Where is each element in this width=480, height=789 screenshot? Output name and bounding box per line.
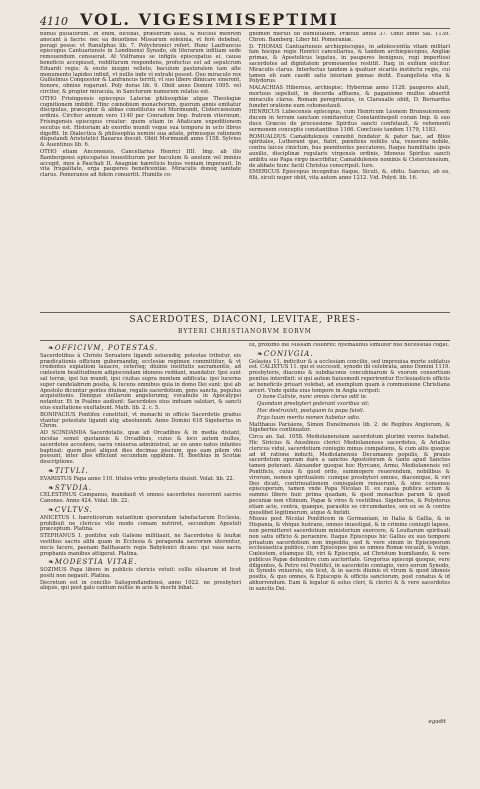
subheading-studia: ❧ STVDIA. xyxy=(48,486,241,492)
folio-number: 4110 xyxy=(40,15,68,28)
top-columns xyxy=(40,32,450,310)
divider xyxy=(40,312,450,313)
subheading-coniugia: ❧ CONIVGIA. xyxy=(257,352,450,358)
heading-line-2: BYTERI CHRISTIANORVM EORVM xyxy=(178,328,312,335)
paragraph: nunus gultatorum. In enim, dicebat, præsertim assa, & nucleis menrem anocant à facris: nec ea deuotione Missarum solennia, vt ferè debebat, peragi posse: vt Ranulphus lib. 7. Polychronici refert. Hunc Lanfrancus episcopus Cantuariensis in Londinensi Synodo, ob literarum infitiam sede remouendum censuerat. At Vulfranus se infigiis episcopatus ei, causa beneficio accepisset, redditurum respondens, profectus est ad sepulcrum Eduardi regis: & exuto insigni velleto, baculum pastoralem tam alte monumento lapideo infixit, vt nullis inde vi extrahi posset. Quo miraculo rex Guilielmus Conquestor & Lanfrancus territi, vt suo libere dimicare sinerent, honore, obnixe rogarunt. Poly doras lib. 9. Obiit anno Domini 1095. vel circiter, & propter miracula, in Sanctorum numerum relatus est. xyxy=(40,32,241,95)
paragraph: Missus post Nicolai Pontificem in Germaniam, in Italia & Gallia, & in Hispania, & vbique lustrans, omnes inuestigat, & in crimine coniugii lapsos, non permitteret sacerdotium ministerium exercere, & Leuitarum spirituali non satis officio & peruenire. Itaque Episcopus hic Gallus ex suo tempore priuatum sacerdotium non impedito, sed & vere sinum in Episcoporum ecclesiastica publice, cum Episcopos ipsi se omnes Romæ vocauit, & vulgo, Cœlestem, etiamque illi, viri & Episcopis, ad Christum humiliando, & vere publicos Papæ defendere cum auctoritate. Gregorius episcopi quoque, vere diligentes, & Petro vel Pontifici, in sacerdotio coniugio, vero eorum Synodo, in Synodo vniuersis, eis licet, & in sacris diuinis et vtrum & quod idoneis positis, & quo omnes, & Episcopis & officiis sanctorum, post conatus & id abhorrendum. Eam & legatur & solus cleri, & clerici & & vere sacerdotes in sanctis Dei. xyxy=(249,516,450,592)
paragraph: CELESTINUS Campanus, mandauit vt omnes sacerdotes nocerent sacros Canones. Anno 424. Volat. lib. 22. xyxy=(40,492,241,505)
paragraph: ROMUALDUS Camaldulensis cœnobii fundator & pater hac, ad filios spiritales, Lutherant que, fiatri, pœnitens nobilis uta, reuerens nobile, contra laicos cinictum, bus poenitentes peccatores. Itaque humilitatis ipsis auxilio, disciplinæ regularis virgensis ordinis, Idoneus Spiritus sancti ambitu suo Papa virgo inscribitur, Camaldulensis nominis & Cisterciensium, de abbate hunc facili Christus conscripsit. Iure. xyxy=(249,133,450,169)
verse-line: Hoc destruxisti, postquam tu papa fuisti. xyxy=(257,407,365,414)
paragraph: Gelasius 11. indicitur & a ecclesiam concilio, sed improuisa morte sublatus est. CALIXTUS 11. qui ei successit, synodo ibi celebrata, anno Domini 1119. presbyteris, diaconis & subdiaconis concubinarum & vxorum consortium penitus interdixit: si qui autem huiusmodi reperirentur Ecclesiasticis officiis ac beneficiis priuari volebat, ad exemplum quam à communione Christiana arceri. Vnde quida eius tempore in Angla scripsit: xyxy=(249,358,450,394)
section-heading xyxy=(40,315,450,337)
paragraph: AD SCINDANDA Sacerdotalis, quæ ab Orcadibus & in media distant, incolas semel quotannis & Orcadibus, cuius & loco autem nullos, sacerdotes accedens, sacra vniuersa administrat, ac eo anno natos infantes baptizat: quem post aliquot dies decimas piscium, quo eam pilem vbi possunt, inter illos efficiunt secundum oppidum. H. Boethius in Scotiæ descriptione. xyxy=(40,430,241,466)
verse-line: Ergo tuum merito nomen habetur odio. xyxy=(257,414,361,421)
running-head xyxy=(40,10,450,29)
heading-line-1: SACERDOTES, DIACONI, LEVITAE, PRES- xyxy=(129,315,361,325)
bottom-right-column xyxy=(249,343,450,773)
paragraph: D. THOMAS Cantuariensis archiepiscopus, in adolescentia vitam militari fam hocque regis Henrici cancellarius, & tandem archiepiscopus, Angliæ primas, & Apostolicus legatus, in pauperes benignus, regi impertiosi sacerdotes ad dignitatem promouentes restitit. Itaq; in exilium eiicitur. Miraculis clarus. Interfectus tandem à quatuor sicariis instinctu regis, cui tamen ob eam caedē satis iniuriam pœnas dedit. Euangelista vita & Polydorus. xyxy=(249,43,450,85)
subheading-modestia: ❧ MODESTIA VITAE. xyxy=(48,560,241,566)
top-right-column xyxy=(249,32,450,310)
bottom-left-column xyxy=(40,343,241,773)
paragraph: OTHO etiam Anconensis, Cancellarius Henrici IIII. Imp. ab illo Bambergensi episcopatus inuestiturum per baculum & anulum vel imnius accepit, mox à Paschali II. Anagniæ hæreticis huius veniam imperauit. In vita frugalitate, erga pauperes beneficentiæ. Miraculis donoq ianitate clarus. Pomeranos ad fidem conuertit. Humilis co- xyxy=(40,148,241,179)
paragraph: EVARISTUS Papa anno 110. titulos vrbis presbyteris diuisit. Volat. lib. 22. xyxy=(40,475,235,482)
divider xyxy=(40,340,450,341)
paragraph: HENRICUS Lubecensis episcopus, cum Henricum Leonem Brunsuicensem ducem in terram sanctam comitaretur, Constantinopoli coram Imp. & suo duce Græcos de processione Spiritus sancti confutauit, & vehementi sermonem conceptis constantibus 1166. Conclusio tandem 1179, 1183. xyxy=(249,109,450,133)
subheading-officium: ❧ OFFICIVM, POTESTAS. xyxy=(48,346,241,352)
paragraph: Sacerdotibus à Christo Seruatore ligandi soluendiq; potestas tributur, eis prædicationis officium gubernandiq; ecclesiæ regimen committitur, & vt credentes expiationi lauacro, ceterisq; diuinis institutis sacramentis, ad cœlestem beatitudinem adipiscendam idoneos reddant, mandatur. Ipsi sunt sal terræ, ipsi lux mundi, ipsi ciuitas supra montem adificata: ipsi lucerna super candelabrum posita, & lucens omnibus quia in domo Dei sunt: ipsi ab Apostolo dicuntur gentes diuinæ, regalis sacerdotium, gens sancta, populus acquisitionis. Denique stellarum angelorumq; vocabulis in Apocalypsi notantur. Et in Psalmo audiunt: Sacerdotes eius induam salutari, & sancti eius exultatione exultabunt. Math. lib. 2. c. 5. xyxy=(40,352,241,411)
paragraph: gnomen meruit ob humilitatem. Præfuit annis 37. Obiit anno Sal. 1139. Chron. Bamberg. Liber hil. Pomeraniæ. xyxy=(249,32,450,43)
paragraph: MALACHIAS Hibernus, archiepisc. Hyberniæ anno 1128. pauperes aluit, mortuus sepeliuit, in decerda affluens, & paganismo multos abuertit miraculis clarus. Romam peregrinatus, in Claraualle obiit, D. Bernardus funebri oratione eum cohonestauit. xyxy=(249,85,450,109)
verse-line: O bone Calixte, nunc omnis clerus odit te. xyxy=(257,394,368,401)
paragraph: OTHO Frisingensis episcopus Lateriæ philosophiæ atque Theologiæ cognitionem imbibit. Hinc cœnobium monachorum, quorum annis emitatur discipulus, præceptor & abbas constitutus est Morimundi, Cisterciensium ordinis. Circiter annum vero 1140 per Conradum Imp. fratrem viterinum, Frisingensis episcopus creatur: quem etiam in Afiaticam expeditionem secutus est. Historiam ab exordio mundi vsque sua tempora in octo libros digeffit. In Dialectica & philosophia nemini sua ætate, primusque rationem disputandi Aristotelici Bauarus docuit. Obiit Morimundi anno 1158. Sylvius & Auentinus lib. 6. xyxy=(40,95,241,149)
paragraph: ANICETUS I. hæreticorum nutantium quorundam tabefactarum Ecclesia, prohibuit ne clericus vllo modo comam nutriret, secundum Apostoli præceptum. Platina. xyxy=(40,514,241,533)
paragraph: Matthæus Parisiens, Simon Dunelmensis lib. 2. de Regibus Anglorum, & Sigebertus continuator. xyxy=(249,421,450,434)
paragraph: STEPHANUS I. pontifex sub Galieno militiauit, ne Sacerdotes & leuitæ vestibus sacris alibi quam in Ecclesia & peragenda sacrorum uterentur, necis facere, paenam Balthasaris regis Babylonici dicans: qui vasa sacra prophanis manibus attigerat. Platina. xyxy=(40,533,241,557)
paragraph: Decretum est in concilio Salisgonflandiensi, anno 1022. ne presbyteri aliquis, qui post galo cantum nullus in acie & mochi bibat. xyxy=(40,579,241,592)
catchword: egadit xyxy=(428,719,446,725)
bottom-columns xyxy=(40,343,450,773)
paragraph: Circa an. Sal. 1058. Mediolanensium sacerdotum plurimi vxores habebat. Hic Siricius & Anselmus clerici Mediolanenses sacerdotes, & Ariallus clericus vidui, sacerdotium coniugio minus compatiens, & cum aliis quoque ad id ratione inducti, Mediolanensis Decumanos populis, & prauis sacerdotum operam dare a sanctos Apostolorum & tanto apud Sanctos tamen poterant. Alexander quoque hoc Hyrcano, Armo, Mediolanensis vel Pontificis, cuius & quod ordo, summopere reuerendum, nobilibus & virorum, nomen spiritualem: cumque presbyteri omnes, diaconique, & viri Deo dicati, contrinuationem coniugalem renuerunt, & sine consensu episcoporum, tamen vnde Papa Nicolao II. ex causa publice actum & summo libere huic prima quadam, & quod monachus parum & quod pecuniæ non vltimum, Papæ & vires & vestitibus. Sigebertus, & Polydorus etiam acie, contra, quæque, parasitis se circumdantes, sex ex se & contra quoslibet legitimorum, atque & fœtidi. xyxy=(249,434,450,516)
subheading-tituli: ❧ TITVLI. xyxy=(48,469,241,475)
verse-line: Quondam presbyteri poterant vxoribus vti: xyxy=(257,401,370,408)
paragraph: EMERICUS Episcopus incognitus itaque, Sicuti, &, obitu. Sancius, ab eo, filii, sicuti nuper obiit, vita autem anno 1212. Vid. Polyd. lib. 16. xyxy=(249,169,450,182)
subheading-cultus: ❧ CVLTVS. xyxy=(48,508,241,514)
top-left-column xyxy=(40,32,241,310)
volume-title: VOL. VIGESIMISEPTIMI xyxy=(80,10,339,29)
paragraph: BONIFACIUS Pontifex constituit, vt monachi in officio Sacerdotis gradus vtantur potestate ligandi atq; absoluendi. Anno Domini 618 Sigebertus in Chron. xyxy=(40,411,241,430)
paragraph: SOZIMUS Papa libere in publicis clericis vetuit: cellis siluarum id licet positi non negauit. Platina. xyxy=(40,567,241,579)
paragraph: tit, proximo die Missam celebret: hyemalibus similiter nisi necessitas cogat. xyxy=(249,343,450,348)
